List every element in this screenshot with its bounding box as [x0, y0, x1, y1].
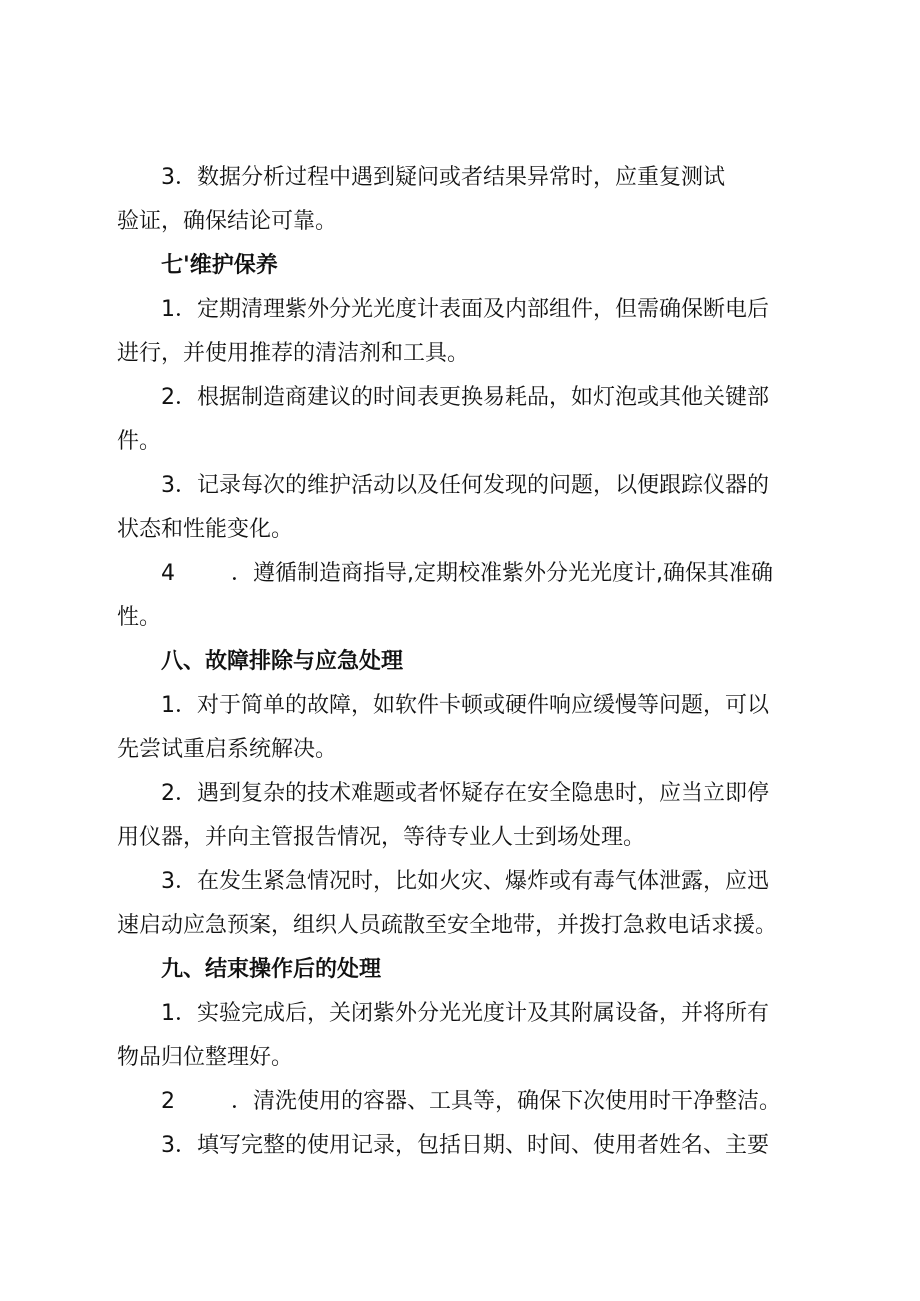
list-item-line — [117, 200, 805, 244]
list-item-text: ．实验完成后，关闭紫外分光光度计及其附属设备，并将所有 — [175, 1001, 770, 1026]
list-item-text: ．记录每次的维护活动以及任何发现的问题，以便跟踪仪器的 — [175, 473, 770, 498]
list-item-number: 3 — [161, 869, 175, 894]
list-item — [117, 1080, 805, 1124]
list-item-line — [117, 420, 805, 464]
list-item-line — [117, 1124, 805, 1168]
list-item-text: 验证，确保结论可靠。 — [117, 209, 338, 234]
list-item-line — [117, 332, 805, 376]
list-item-line — [117, 1036, 805, 1080]
list-item-line — [117, 992, 805, 1036]
list-item — [117, 772, 805, 860]
list-item — [117, 1124, 805, 1168]
list-item-number: 2 — [161, 781, 175, 806]
list-item-line — [117, 156, 805, 200]
list-item — [117, 464, 805, 552]
list-item-number: 2 — [161, 1089, 175, 1114]
list-item — [117, 992, 805, 1080]
list-item — [117, 288, 805, 376]
list-item-number: 1 — [161, 297, 175, 322]
list-item-text: 性。 — [117, 605, 162, 630]
list-item-line — [117, 772, 805, 816]
list-item-line — [117, 728, 805, 772]
list-item-line — [117, 684, 805, 728]
list-item-line — [117, 596, 805, 640]
section-heading: 八、故障排除与应急处理 — [161, 649, 404, 674]
list-item-line — [117, 860, 805, 904]
list-item-text: 进行，并使用推荐的清洁剂和工具。 — [117, 341, 470, 366]
list-item-text: ．根据制造商建议的时间表更换易耗品，如灯泡或其他关键部 — [175, 385, 770, 410]
list-item-text: 用仪器，并向主管报告情况，等待专业人士到场处理。 — [117, 825, 646, 850]
list-item-line — [117, 508, 805, 552]
list-item-number: 4 — [161, 561, 175, 586]
list-item — [117, 684, 805, 772]
list-item-line — [117, 288, 805, 332]
list-item-text: ．填写完整的使用记录，包括日期、时间、使用者姓名、主要 — [175, 1133, 770, 1158]
list-item-text: ．数据分析过程中遇到疑问或者结果异常时，应重复测试 — [175, 165, 726, 190]
list-item-text: 件。 — [117, 429, 162, 454]
section-heading: 七'维护保养 — [161, 253, 278, 278]
list-item-text: 状态和性能变化。 — [117, 517, 294, 542]
list-item-line — [117, 552, 805, 596]
list-item — [117, 860, 805, 948]
list-item-number: 1 — [161, 1001, 175, 1026]
list-item-text: ．定期清理紫外分光光度计表面及内部组件，但需确保断电后 — [175, 297, 770, 322]
list-item-number: 3 — [161, 1133, 175, 1158]
list-item-text: 先尝试重启系统解决。 — [117, 737, 338, 762]
section-heading: 九、结束操作后的处理 — [161, 957, 382, 982]
document-body — [117, 156, 805, 1168]
list-item-line — [117, 816, 805, 860]
list-item-number: 3 — [161, 165, 175, 190]
list-item-line — [117, 1080, 805, 1124]
list-item-text: ．对于简单的故障，如软件卡顿或硬件响应缓慢等问题，可以 — [175, 693, 770, 718]
list-item-number: 1 — [161, 693, 175, 718]
list-item — [117, 156, 805, 244]
list-item-text: 物品归位整理好。 — [117, 1045, 294, 1070]
list-item-number: 3 — [161, 473, 175, 498]
list-item-line — [117, 464, 805, 508]
list-item — [117, 376, 805, 464]
list-item-line — [117, 904, 805, 948]
list-item — [117, 552, 805, 640]
list-item-text: ．遵循制造商指导,定期校准紫外分光光度计,确保其准确 — [231, 561, 773, 586]
list-item-text: ．清洗使用的容器、工具等，确保下次使用时干净整洁。 — [231, 1089, 782, 1114]
list-item-text: 速启动应急预案，组织人员疏散至安全地带，并拨打急救电话求援。 — [117, 913, 778, 938]
list-item-text: ．遇到复杂的技术难题或者怀疑存在安全隐患时，应当立即停 — [175, 781, 770, 806]
list-item-text: ．在发生紧急情况时，比如火灾、爆炸或有毒气体泄露，应迅 — [175, 869, 770, 894]
list-item-line — [117, 376, 805, 420]
list-item-number: 2 — [161, 385, 175, 410]
